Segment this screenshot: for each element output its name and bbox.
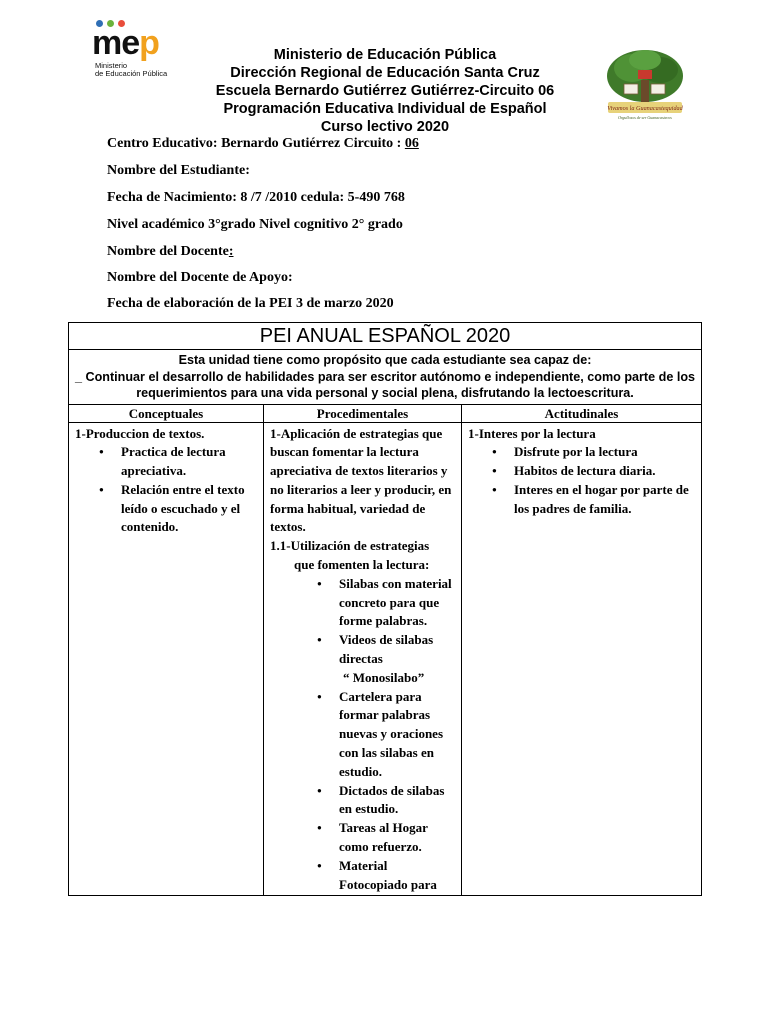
mep-logo [92,20,172,82]
info-nivel: Nivel académico 3°grado Nivel cognitivo 2° grado [107,217,403,232]
procedimentales-sub-2: que fomenten la lectura: [294,557,430,573]
docente-label: Nombre del Docente [107,244,229,259]
list-item: ● Relación entre el texto leído o escuchado y el contenido. [121,481,257,537]
header-row [69,404,702,422]
header-line-1: Ministerio de Educación Pública [273,47,497,63]
conceptuales-list [121,443,257,537]
seal-motto: Vivamos la Guanacastequidad [607,105,683,112]
circuito-value: 06 [404,136,419,151]
conceptuales-cell [69,422,264,895]
header-line-2: Dirección Regional de Educación Santa Cruz [230,65,540,81]
procedimentales-sub-1: 1.1-Utilización de estrategias [270,538,430,554]
info-estudiante: Nombre del Estudiante: [107,163,250,178]
actitudinales-list [514,443,695,518]
conceptuales-heading: 1-Produccion de textos. [75,425,205,441]
header-line-4: Programación Educativa Individual de Español [223,101,547,117]
header-line-3: Escuela Bernardo Gutiérrez Gutiérrez-Circuito 06 [215,83,555,99]
list-item: ● Material Fotocopiado para [339,857,455,895]
docente-colon: : [228,244,234,259]
list-item: ● Practica de lectura apreciativa. [121,443,257,481]
list-item-extra: “ Monosilabo” [343,669,425,685]
title-row [69,323,702,350]
logo-subtitle-line1: Ministerio [95,61,128,70]
info-docente-apoyo: Nombre del Docente de Apoyo: [107,270,293,285]
info-docente [107,244,234,260]
list-item: ● Cartelera para formar palabras nuevas y oraciones con las silabas en estudio. [339,688,455,782]
seal-subtitle: Orgullosos de ser Guanacastecos [618,115,672,120]
list-item: ● Dictados de silabas en estudio. [339,782,455,820]
list-item: ● Disfrute por la lectura [514,443,695,462]
logo-subtitle [95,62,167,78]
actitudinales-cell [462,422,702,895]
info-elaboracion: Fecha de elaboración de la PEI 3 de marzo 2020 [107,296,394,311]
list-item: ● Silabas con material concreto para que forme palabras. [339,575,455,631]
document-header [170,46,600,136]
header-actitudinales: Actitudinales [462,404,702,422]
centro-label: Centro Educativo: Bernardo Gutiérrez Circuito : [107,136,405,151]
procedimentales-heading: 1-Aplicación de estrategias que buscan fomentar la lectura apreciativa de textos literarios y no literarios a leer y producir, en forma habitual, variedad de textos. [270,425,452,535]
procedimentales-cell [264,422,462,895]
table-title: PEI ANUAL ESPAÑOL 2020 [69,323,702,350]
pei-table [68,322,702,896]
school-seal [604,46,686,122]
actitudinales-heading: 1-Interes por la lectura [468,425,596,441]
logo-subtitle-line2: de Educación Pública [95,69,168,78]
purpose-cell [69,350,702,405]
content-row [69,422,702,895]
info-centro [107,136,419,152]
list-item-text: Videos de silabas directas [339,632,434,667]
purpose-row [69,350,702,405]
list-item: ● Habitos de lectura diaria. [514,462,695,481]
logo-word: mep [92,24,159,62]
purpose-line-2: _ Continuar el desarrollo de habilidades para ser escritor autónomo e independiente, como parte de los requerimientos para una vida personal y social plena, disfrutando la lectoescritura. [74,369,696,400]
list-item: ● Interes en el hogar por parte de los padres de familia. [514,481,695,519]
purpose-line-1: Esta unidad tiene como propósito que cada estudiante sea capaz de: [178,353,592,367]
header-line-5: Curso lectivo 2020 [320,119,450,135]
info-fecha-nacimiento: Fecha de Nacimiento: 8 /7 /2010 cedula: 5-490 768 [107,190,405,205]
list-item [339,631,455,687]
header-procedimentales: Procedimentales [264,404,462,422]
list-item: ● Tareas al Hogar como refuerzo. [339,819,455,857]
procedimentales-list [339,575,455,895]
header-conceptuales: Conceptuales [69,404,264,422]
